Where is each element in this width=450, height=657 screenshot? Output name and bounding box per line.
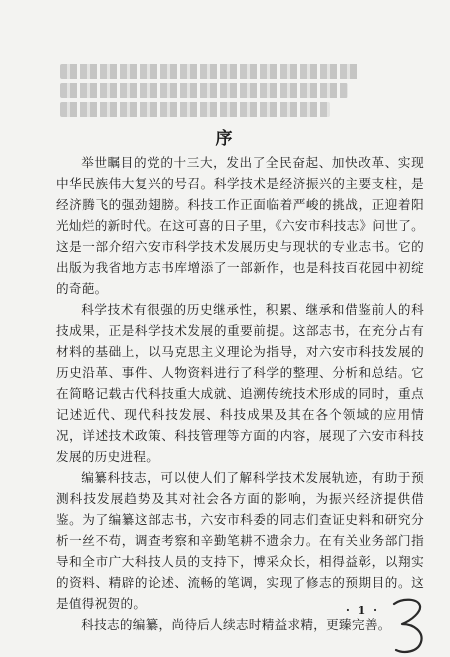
page-title: 序 bbox=[215, 129, 235, 149]
handwritten-page-mark bbox=[388, 594, 428, 656]
bleed-line bbox=[60, 102, 330, 117]
paragraph: 科学技术有很强的历史继承性，积累、继承和借鉴前人的科技成果，正是科学技术发展的重要前提。这部志书，在充分占有材料的基础上，以马克思主义理论为指导，对六安市科技发展的历史沿革、事件、人物资料进行了科学的整理、分析和总结。它在简略记载古代科技重大成就、追溯传统技术形成的同时，重点记述近代、现代科技发展、科技成果及其在各个领域的应用情况，详述技术政策、科技管理等方面的内容，展现了六安市科技发展的历史进程。 bbox=[56, 302, 424, 464]
paragraph: 编纂科技志，可以使人们了解科学技术发展轨迹，有助于预测科技发展趋势及其对社会各方面的影响，为振兴经济提供借鉴。为了编纂这部志书，六安市科委的同志们查证史料和研究分析一丝不苟，调查考察和辛勤笔耕不遗余力。在有关业务部门指导和全市广大科技人员的支持下，博采众长，相得益彰，以翔实的资料、精辟的论述、流畅的笔调，实现了修志的预期目的。这是值得祝贺的。 bbox=[56, 470, 424, 611]
bleed-through-text bbox=[60, 64, 360, 130]
paragraph: 科技志的编纂，尚待后人续志时精益求精，更臻完善。 bbox=[81, 617, 391, 632]
body-text bbox=[56, 152, 424, 635]
paragraph: 举世瞩目的党的十三大，发出了全民奋起、加快改革、实现中华民族伟大复兴的号召。科学技术是经济振兴的主要支柱，是经济腾飞的强劲翅膀。科技工作正面临着严峻的挑战，正迎着阳光灿烂的新时代。在这可喜的日子里，《六安市科技志》问世了。这是一部介绍六安市科学技术发展历史与现状的专业志书。它的出版为我省地方志书库增添了一部新作，也是科技百花园中初绽的奇葩。 bbox=[56, 155, 424, 296]
page-number: · 1 · bbox=[346, 604, 379, 617]
bleed-line bbox=[60, 83, 348, 98]
bleed-line bbox=[60, 64, 360, 79]
